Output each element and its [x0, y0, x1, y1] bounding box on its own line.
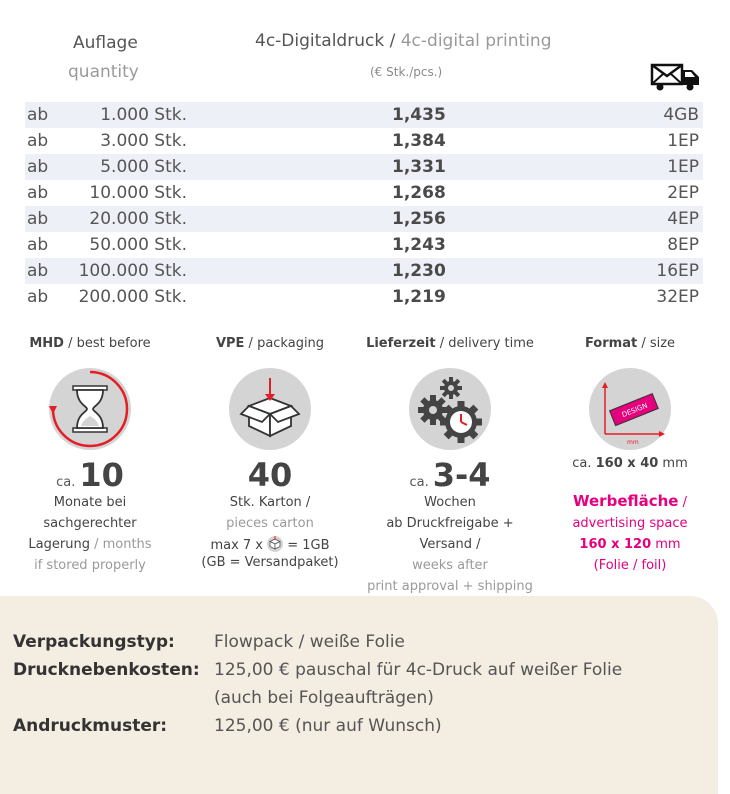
row-price: 1,435 — [392, 105, 446, 125]
format-size-ca: ca. — [572, 456, 596, 471]
packaging-title-rest: / packaging — [244, 336, 325, 351]
best-before-title-rest: / best before — [63, 336, 151, 351]
packaging-column — [180, 336, 360, 571]
advertising-space-title: Werbefläche — [573, 492, 679, 510]
gears-clock-icon — [409, 368, 491, 450]
quantity-header-de: Auflage — [73, 33, 138, 53]
best-before-line3 — [0, 534, 180, 555]
best-before-description — [0, 492, 180, 576]
format-size-value: 160 x 40 — [595, 456, 659, 471]
packaging-description — [180, 492, 360, 571]
row-prefix: ab — [27, 131, 49, 151]
small-box-icon — [267, 536, 283, 552]
best-before-value-line — [0, 456, 180, 492]
row-prefix: ab — [27, 235, 49, 255]
table-row — [25, 206, 703, 232]
row-shipping: 1EP — [667, 157, 699, 177]
truck-envelope-icon — [650, 62, 702, 92]
advertising-space-line1: advertising space — [572, 516, 688, 531]
advertising-space-sep: / — [678, 495, 687, 510]
print-costs-label: Drucknebenkosten: — [13, 660, 200, 680]
packaging-type-value: Flowpack / weiße Folie — [214, 632, 405, 652]
row-quantity: 100.000 Stk. — [78, 261, 187, 281]
packaging-line2: pieces carton — [226, 516, 314, 531]
row-prefix: ab — [27, 261, 49, 281]
packaging-title — [180, 336, 360, 356]
delivery-time-value: 3-4 — [432, 456, 491, 494]
format-size-unit: mm — [658, 456, 688, 471]
advertising-space-unit: mm — [651, 537, 681, 552]
best-before-column — [0, 336, 180, 576]
table-row — [25, 180, 703, 206]
proof-sample-value: 125,00 € (nur auf Wunsch) — [214, 716, 442, 736]
row-quantity: 5.000 Stk. — [100, 157, 187, 177]
box-icon — [229, 368, 311, 450]
row-price: 1,268 — [392, 183, 446, 203]
delivery-time-line1: Wochen — [424, 495, 476, 510]
delivery-time-ca: ca. — [409, 475, 429, 490]
best-before-line2: sachgerechter — [43, 516, 137, 531]
design-format-icon-text: DESIGN — [620, 401, 649, 420]
best-before-title — [0, 336, 180, 356]
row-quantity: 20.000 Stk. — [89, 209, 187, 229]
proof-sample-label: Andruckmuster: — [13, 716, 168, 736]
packaging-line3-b: = 1GB — [283, 538, 330, 553]
row-price: 1,219 — [392, 287, 446, 307]
format-title — [540, 336, 720, 356]
delivery-time-column — [360, 336, 540, 597]
price-table — [25, 102, 703, 310]
best-before-line4: if stored properly — [34, 558, 146, 573]
print-costs-note: (auch bei Folgeaufträgen) — [214, 688, 434, 708]
row-shipping: 1EP — [667, 131, 699, 151]
row-shipping: 32EP — [656, 287, 699, 307]
details-panel — [0, 596, 718, 794]
packaging-value-line — [180, 456, 360, 492]
row-prefix: ab — [27, 183, 49, 203]
packaging-line3 — [180, 536, 360, 555]
row-price: 1,256 — [392, 209, 446, 229]
quantity-header-en: quantity — [68, 62, 139, 82]
delivery-time-line3: weeks after — [412, 558, 488, 573]
print-header-de: 4c-Digitaldruck — [255, 31, 385, 51]
table-row — [25, 232, 703, 258]
delivery-time-title — [360, 336, 540, 356]
delivery-time-description — [360, 492, 540, 597]
row-shipping: 2EP — [667, 183, 699, 203]
format-column — [540, 336, 720, 576]
format-size — [540, 456, 720, 471]
table-row — [25, 154, 703, 180]
unit-header: (€ Stk./pcs.) — [370, 65, 443, 79]
delivery-time-title-bold: Lieferzeit — [366, 336, 436, 351]
row-price: 1,243 — [392, 235, 446, 255]
delivery-time-line4: print approval + shipping — [367, 579, 533, 594]
best-before-ca: ca. — [56, 475, 76, 490]
row-quantity: 10.000 Stk. — [89, 183, 187, 203]
design-format-icon-unit: mm — [627, 439, 639, 446]
best-before-line1: Monate bei — [53, 495, 127, 510]
delivery-time-value-line — [360, 456, 540, 492]
row-quantity: 50.000 Stk. — [89, 235, 187, 255]
packaging-title-bold: VPE — [215, 336, 245, 351]
row-quantity: 3.000 Stk. — [100, 131, 187, 151]
design-format-icon — [589, 368, 671, 450]
advertising-space — [540, 491, 720, 576]
row-price: 1,384 — [392, 131, 446, 151]
delivery-time-line2: ab Druckfreigabe + Versand / — [386, 516, 514, 552]
row-shipping: 4GB — [663, 105, 699, 125]
delivery-time-title-rest: / delivery time — [435, 336, 534, 351]
row-shipping: 8EP — [667, 235, 699, 255]
table-row — [25, 128, 703, 154]
format-title-bold: Format — [584, 336, 638, 351]
row-prefix: ab — [27, 287, 49, 307]
row-prefix: ab — [27, 105, 49, 125]
format-title-rest: / size — [637, 336, 676, 351]
packaging-line3-a: max 7 x — [210, 538, 268, 553]
row-prefix: ab — [27, 209, 49, 229]
best-before-line3-en: / months — [89, 537, 152, 552]
table-row — [25, 258, 703, 284]
row-price: 1,230 — [392, 261, 446, 281]
advertising-space-title-line — [540, 491, 720, 513]
row-price: 1,331 — [392, 157, 446, 177]
best-before-title-bold: MHD — [29, 336, 64, 351]
packaging-line1: Stk. Karton / — [229, 495, 311, 510]
print-header-en: 4c-digital printing — [400, 31, 552, 51]
packaging-type-label: Verpackungstyp: — [13, 632, 175, 652]
best-before-value: 10 — [79, 456, 124, 494]
packaging-value: 40 — [247, 456, 293, 494]
table-row — [25, 284, 703, 310]
table-row — [25, 102, 703, 128]
row-shipping: 16EP — [656, 261, 699, 281]
row-shipping: 4EP — [667, 209, 699, 229]
advertising-space-value: 160 x 120 — [579, 537, 652, 552]
print-costs-value: 125,00 € pauschal für 4c-Druck auf weißer Folie — [214, 660, 623, 680]
advertising-space-line3: (Folie / foil) — [593, 558, 667, 573]
advertising-space-size — [540, 534, 720, 555]
row-quantity: 200.000 Stk. — [78, 287, 187, 307]
print-header-sep: / — [384, 31, 401, 51]
row-quantity: 1.000 Stk. — [100, 105, 187, 125]
print-header — [255, 31, 552, 51]
hourglass-icon — [49, 368, 131, 450]
row-prefix: ab — [27, 157, 49, 177]
best-before-line3-de: Lagerung — [28, 537, 90, 552]
packaging-line4: (GB = Versandpaket) — [201, 555, 339, 570]
